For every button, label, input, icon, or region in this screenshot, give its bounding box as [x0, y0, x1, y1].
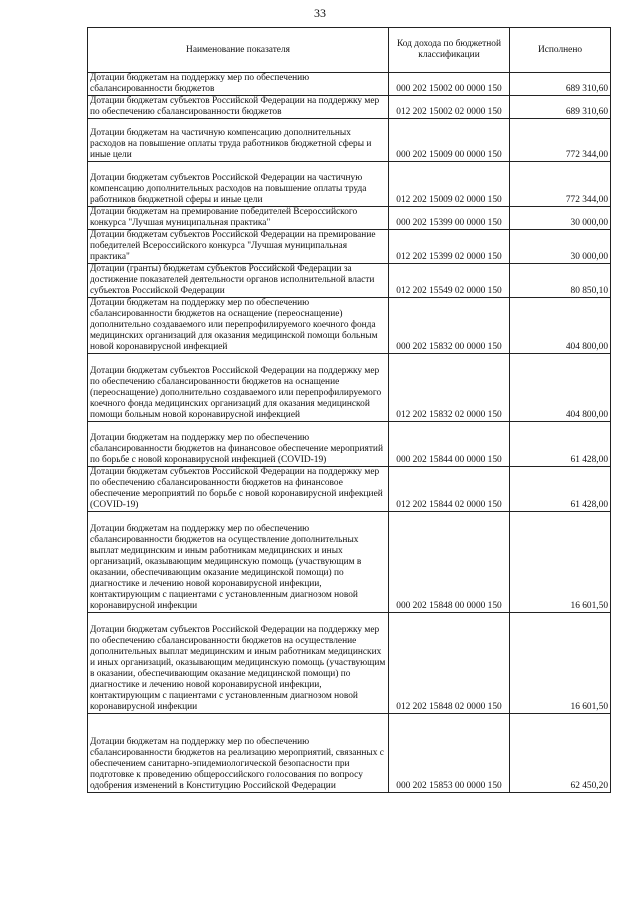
table-row [88, 207, 611, 230]
row-name: Дотации (гранты) бюджетам субъектов Российской Федерации за достижение показателей деятельности органов исполнительной власти субъектов Российской Федерации [88, 264, 389, 298]
budget-table [87, 27, 611, 793]
row-name: Дотации бюджетам субъектов Российской Федерации на поддержку мер по обеспечению сбалансированности бюджетов на осуществление дополнительных выплат медицинским и иным работникам медицинских и иных организаций, оказывающим медицинскую помощь (участвующим в оказании, обеспечивающим оказание медицинской помощи) по диагностике и лечению новой коронавирусной инфекции, контактирующим с пациентами с установленным диагнозом новой коронавирусной инфекции [88, 613, 389, 714]
row-name: Дотации бюджетам на частичную компенсацию дополнительных расходов на повышение оплаты труда работников бюджетной сферы и иные цели [88, 119, 389, 162]
row-name: Дотации бюджетам на поддержку мер по обеспечению сбалансированности бюджетов на оснащение (переоснащение) дополнительно создаваемого или перепрофилируемого коечного фонда медицинских организаций для оказания медицинской помощи больным новой коронавирусной инфекцией [88, 298, 389, 354]
table-row [88, 714, 611, 793]
row-value: 772 344,00 [510, 119, 611, 162]
row-value: 404 800,00 [510, 354, 611, 422]
row-code: 000 202 15009 00 0000 150 [389, 119, 510, 162]
row-code: 000 202 15853 00 0000 150 [389, 714, 510, 793]
row-code: 012 202 15844 02 0000 150 [389, 467, 510, 512]
row-value: 62 450,20 [510, 714, 611, 793]
row-code: 012 202 15399 02 0000 150 [389, 230, 510, 264]
table-row [88, 73, 611, 96]
row-value: 16 601,50 [510, 512, 611, 613]
table-row [88, 119, 611, 162]
header-name: Наименование показателя [88, 28, 389, 73]
row-name: Дотации бюджетам на поддержку мер по обеспечению сбалансированности бюджетов на реализацию мероприятий, связанных с обеспечением санитарно-эпидемиологической безопасности при подготовке к проведению общероссийского голосования по вопросу одобрения изменений в Конституцию Российской Федерации [88, 714, 389, 793]
row-value: 689 310,60 [510, 73, 611, 96]
table-row [88, 230, 611, 264]
header-code: Код дохода по бюджетной классификации [389, 28, 510, 73]
row-value: 689 310,60 [510, 96, 611, 119]
row-value: 80 850,10 [510, 264, 611, 298]
row-name: Дотации бюджетам субъектов Российской Федерации на поддержку мер по обеспечению сбалансированности бюджетов на оснащение (переоснащение) дополнительно создаваемого или перепрофилируемого коечного фонда медицинских организаций для оказания медицинской помощи больным новой коронавирусной инфекцией [88, 354, 389, 422]
row-code: 012 202 15549 02 0000 150 [389, 264, 510, 298]
row-code: 000 202 15832 00 0000 150 [389, 298, 510, 354]
header-value: Исполнено [510, 28, 611, 73]
row-value: 30 000,00 [510, 207, 611, 230]
row-value: 772 344,00 [510, 162, 611, 207]
row-value: 16 601,50 [510, 613, 611, 714]
row-name: Дотации бюджетам субъектов Российской Федерации на поддержку мер по обеспечению сбалансированности бюджетов на финансовое обеспечение мероприятий по борьбе с новой коронавирусной инфекцией (COVID-19) [88, 467, 389, 512]
row-name: Дотации бюджетам на поддержку мер по обеспечению сбалансированности бюджетов на осуществление дополнительных выплат медицинским и иным работникам медицинских и иных организаций, оказывающим медицинскую помощь (участвующим в оказании, обеспечивающим оказание медицинской помощи) по диагностике и лечению новой коронавирусной инфекции, контактирующим с пациентами с установленным диагнозом новой коронавирусной инфекции [88, 512, 389, 613]
page-number: 33 [314, 6, 326, 20]
table-row [88, 354, 611, 422]
table-row [88, 467, 611, 512]
table-row [88, 298, 611, 354]
table-row [88, 613, 611, 714]
row-code: 000 202 15848 00 0000 150 [389, 512, 510, 613]
table-row [88, 512, 611, 613]
row-code: 000 202 15002 00 0000 150 [389, 73, 510, 96]
table-row [88, 264, 611, 298]
row-value: 61 428,00 [510, 422, 611, 467]
row-code: 012 202 15009 02 0000 150 [389, 162, 510, 207]
row-code: 012 202 15832 02 0000 150 [389, 354, 510, 422]
row-value: 404 800,00 [510, 298, 611, 354]
table-row [88, 422, 611, 467]
row-code: 012 202 15002 02 0000 150 [389, 96, 510, 119]
row-code: 000 202 15399 00 0000 150 [389, 207, 510, 230]
row-name: Дотации бюджетам субъектов Российской Федерации на поддержку мер по обеспечению сбалансированности бюджетов [88, 96, 389, 119]
table-row [88, 96, 611, 119]
row-name: Дотации бюджетам на поддержку мер по обеспечению сбалансированности бюджетов [88, 73, 389, 96]
row-code: 012 202 15848 02 0000 150 [389, 613, 510, 714]
row-value: 61 428,00 [510, 467, 611, 512]
row-value: 30 000,00 [510, 230, 611, 264]
row-name: Дотации бюджетам субъектов Российской Федерации на премирование победителей Всероссийского конкурса "Лучшая муниципальная практика" [88, 230, 389, 264]
table-row [88, 162, 611, 207]
row-name: Дотации бюджетам субъектов Российской Федерации на частичную компенсацию дополнительных расходов на повышение оплаты труда работников бюджетной сферы и иные цели [88, 162, 389, 207]
row-code: 000 202 15844 00 0000 150 [389, 422, 510, 467]
row-name: Дотации бюджетам на премирование победителей Всероссийского конкурса "Лучшая муниципальная практика" [88, 207, 389, 230]
table-header-row [88, 28, 611, 73]
row-name: Дотации бюджетам на поддержку мер по обеспечению сбалансированности бюджетов на финансовое обеспечение мероприятий по борьбе с новой коронавирусной инфекцией (COVID-19) [88, 422, 389, 467]
